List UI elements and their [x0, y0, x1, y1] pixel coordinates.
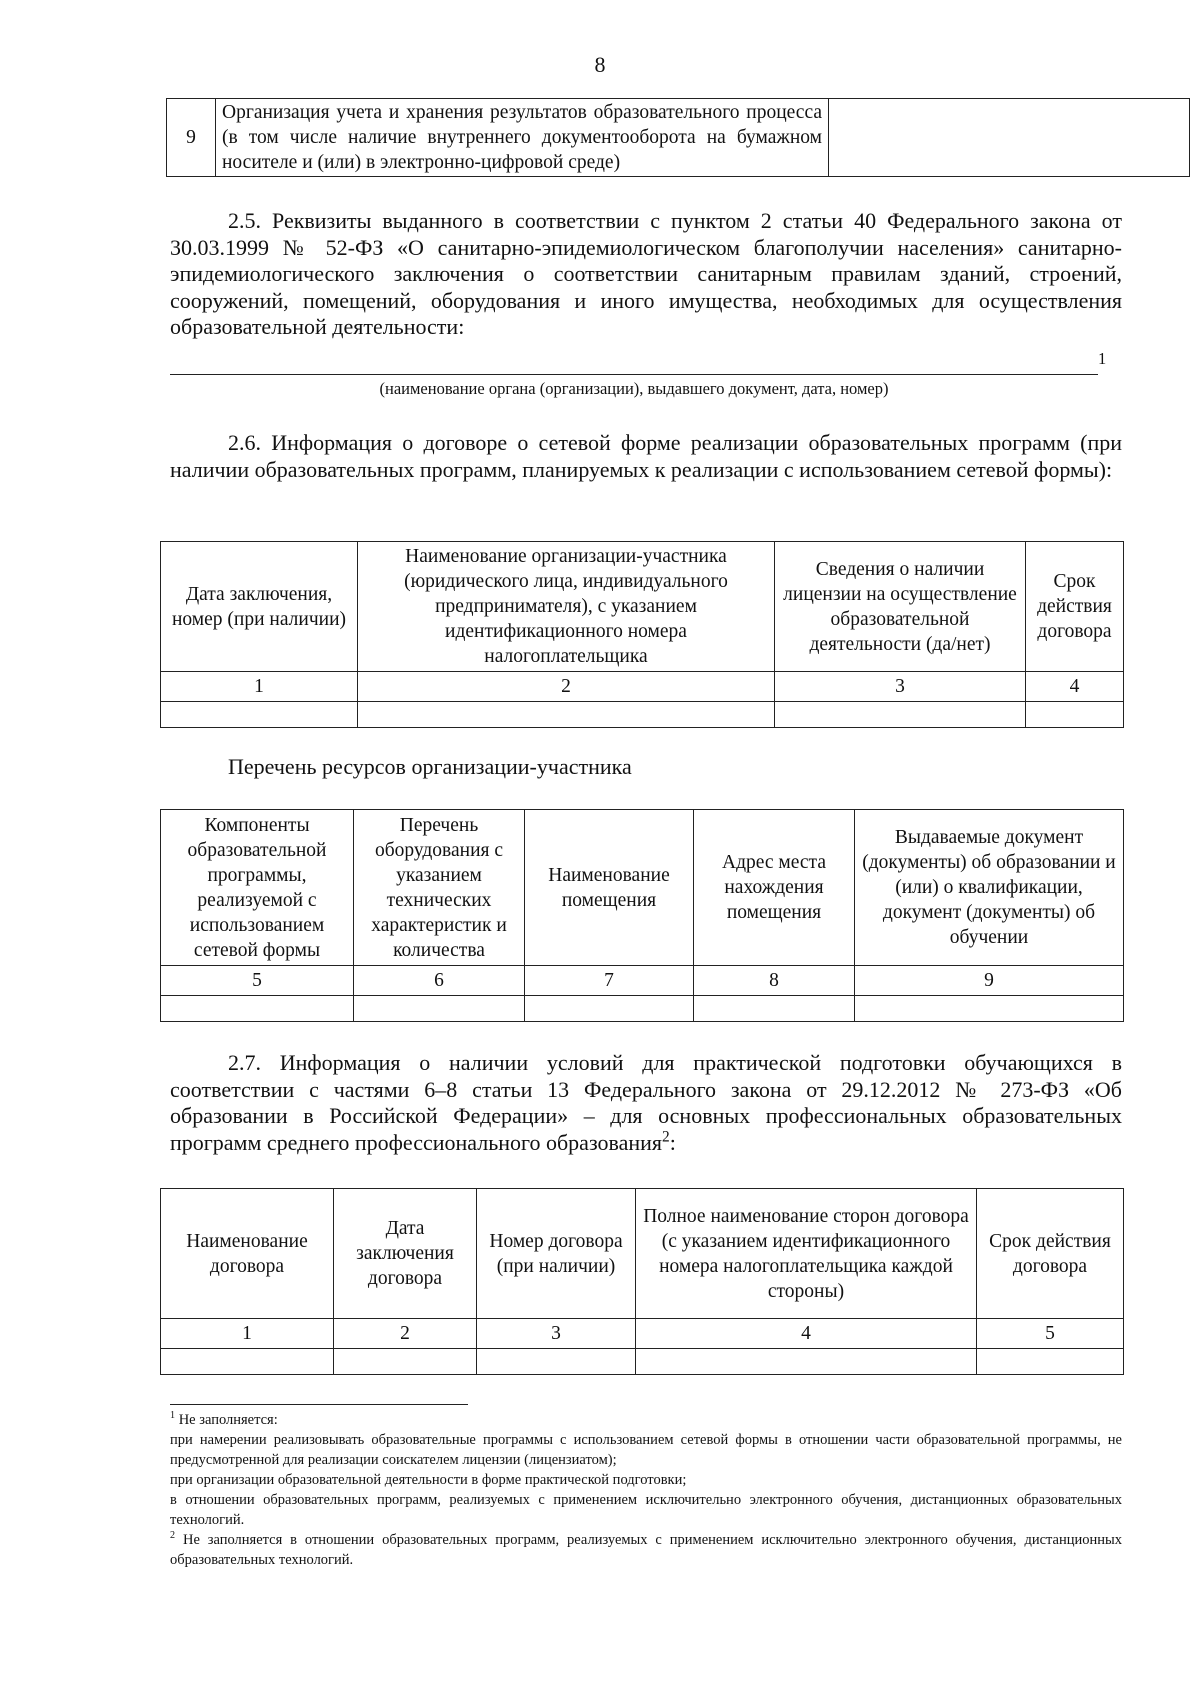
- column-number: 8: [694, 966, 855, 996]
- column-number: 4: [1026, 672, 1124, 702]
- table-cell[interactable]: [161, 996, 354, 1022]
- practical-training-table: [160, 1188, 1124, 1375]
- section-2-6: 2.6. Информация о договоре о сетевой форме реализации образовательных программ (при наличии образовательных программ, планируемых к реализации с использованием сетевой формы):: [170, 430, 1122, 482]
- column-number: 5: [977, 1319, 1124, 1349]
- header-issued-documents: Выдаваемые документ (документы) об образовании и (или) о квалификации, документ (документы) об обучении: [855, 810, 1124, 966]
- footnote-1-title-text: Не заполняется:: [178, 1412, 278, 1428]
- resources-title: Перечень ресурсов организации-участника: [228, 754, 632, 779]
- section-2-7-end: :: [669, 1129, 676, 1155]
- column-number: 9: [855, 966, 1124, 996]
- column-number: 3: [477, 1319, 636, 1349]
- table-cell[interactable]: [525, 996, 694, 1022]
- section-2-7-text: 2.7. Информация о наличии условий для практической подготовки обучающихся в соответствии с частями 6–8 статьи 13 Федерального закона от 29.12.2012 № 273-ФЗ «Об образовании в Российской Федерации» – для основных профессиональных образовательных программ среднего профессионального образования: [170, 1050, 1122, 1155]
- section-2-5: 2.5. Реквизиты выданного в соответствии с пунктом 2 статьи 40 Федерального закона от 30.03.1999 № 52-ФЗ «О санитарно-эпидемиологическом благополучии населения» санитарно-эпидемиологического заключения о соответствии санитарным правилам зданий, строений, сооружений, помещений, оборудования и иного имущества, необходимых для осуществления образовательной деятельности:: [170, 208, 1122, 339]
- footnote-2-text: Не заполняется в отношении образовательных программ, реализуемых с применением исключительно электронного обучения, дистанционных образовательных технологий.: [170, 1532, 1123, 1568]
- header-participant-org: Наименование организации-участника (юридического лица, индивидуального предпринимателя), с указанием идентификационного номера налогоплательщика: [358, 542, 775, 672]
- table-cell[interactable]: [977, 1349, 1124, 1375]
- row-description: Организация учета и хранения результатов образовательного процесса (в том числе наличие внутреннего документооборота на бумажном носителе и (или) в электронно-цифровой среде): [216, 99, 829, 177]
- row-value[interactable]: [829, 99, 1190, 177]
- footnote-separator: [170, 1404, 468, 1405]
- table-cell[interactable]: [334, 1349, 477, 1375]
- table-cell[interactable]: [358, 702, 775, 728]
- row-number: 9: [167, 99, 216, 177]
- table-cell[interactable]: [354, 996, 525, 1022]
- column-number: 4: [636, 1319, 977, 1349]
- page-number: 8: [594, 52, 606, 77]
- header-license-info: Сведения о наличии лицензии на осуществление образовательной деятельности (да/нет): [775, 542, 1026, 672]
- footnote-2-mark: 2: [170, 1530, 176, 1542]
- header-agreement-number: Номер договора (при наличии): [477, 1189, 636, 1319]
- table-cell[interactable]: [636, 1349, 977, 1375]
- network-agreement-table: [160, 541, 1124, 728]
- header-date-number: Дата заключения, номер (при наличии): [161, 542, 358, 672]
- header-agreement-parties: Полное наименование сторон договора (с указанием идентификационного номера налогоплательщика каждой стороны): [636, 1189, 977, 1319]
- table-cell[interactable]: [855, 996, 1124, 1022]
- footnote-1-mark: 1: [170, 1410, 176, 1422]
- table-cell[interactable]: [694, 996, 855, 1022]
- column-number: 1: [161, 1319, 334, 1349]
- column-number: 2: [334, 1319, 477, 1349]
- footnote-1-item: при организации образовательной деятельности в форме практической подготовки;: [170, 1472, 687, 1488]
- header-agreement-term: Срок действия договора: [1026, 542, 1124, 672]
- section-2-7: [170, 1050, 1122, 1156]
- header-room-address: Адрес места нахождения помещения: [694, 810, 855, 966]
- table-cell[interactable]: [477, 1349, 636, 1375]
- footnote-2: [170, 1530, 1122, 1570]
- table-cell[interactable]: [775, 702, 1026, 728]
- footnote-1-title: [170, 1410, 1122, 1430]
- footnotes: [170, 1410, 1122, 1570]
- footnote-1-item: в отношении образовательных программ, реализуемых с применением исключительно электронного обучения, дистанционных образовательных технологий.: [170, 1492, 1122, 1528]
- header-agreement-term: Срок действия договора: [977, 1189, 1124, 1319]
- column-number: 1: [161, 672, 358, 702]
- resources-table: [160, 809, 1124, 1022]
- header-room-name: Наименование помещения: [525, 810, 694, 966]
- footnote-ref-2: 2: [662, 1128, 670, 1146]
- header-program-components: Компоненты образовательной программы, реализуемой с использованием сетевой формы: [161, 810, 354, 966]
- header-agreement-name: Наименование договора: [161, 1189, 334, 1319]
- column-number: 5: [161, 966, 354, 996]
- column-number: 7: [525, 966, 694, 996]
- table-cell[interactable]: [161, 1349, 334, 1375]
- table-cell[interactable]: [161, 702, 358, 728]
- table-cell[interactable]: [1026, 702, 1124, 728]
- footnote-ref-1: 1: [1098, 349, 1107, 368]
- footnote-1-item: при намерении реализовывать образовательные программы с использованием сетевой формы в отношении части образовательной программы, не предусмотренной для реализации соискателем лицензии (лицензиатом);: [170, 1432, 1122, 1468]
- fill-in-line[interactable]: [170, 374, 1098, 375]
- header-agreement-date: Дата заключения договора: [334, 1189, 477, 1319]
- column-number: 3: [775, 672, 1026, 702]
- column-number: 2: [358, 672, 775, 702]
- requirements-table-row-9: [166, 98, 1190, 177]
- header-equipment-list: Перечень оборудования с указанием технических характеристик и количества: [354, 810, 525, 966]
- fill-in-caption: (наименование органа (организации), выдавшего документ, дата, номер): [379, 379, 889, 398]
- column-number: 6: [354, 966, 525, 996]
